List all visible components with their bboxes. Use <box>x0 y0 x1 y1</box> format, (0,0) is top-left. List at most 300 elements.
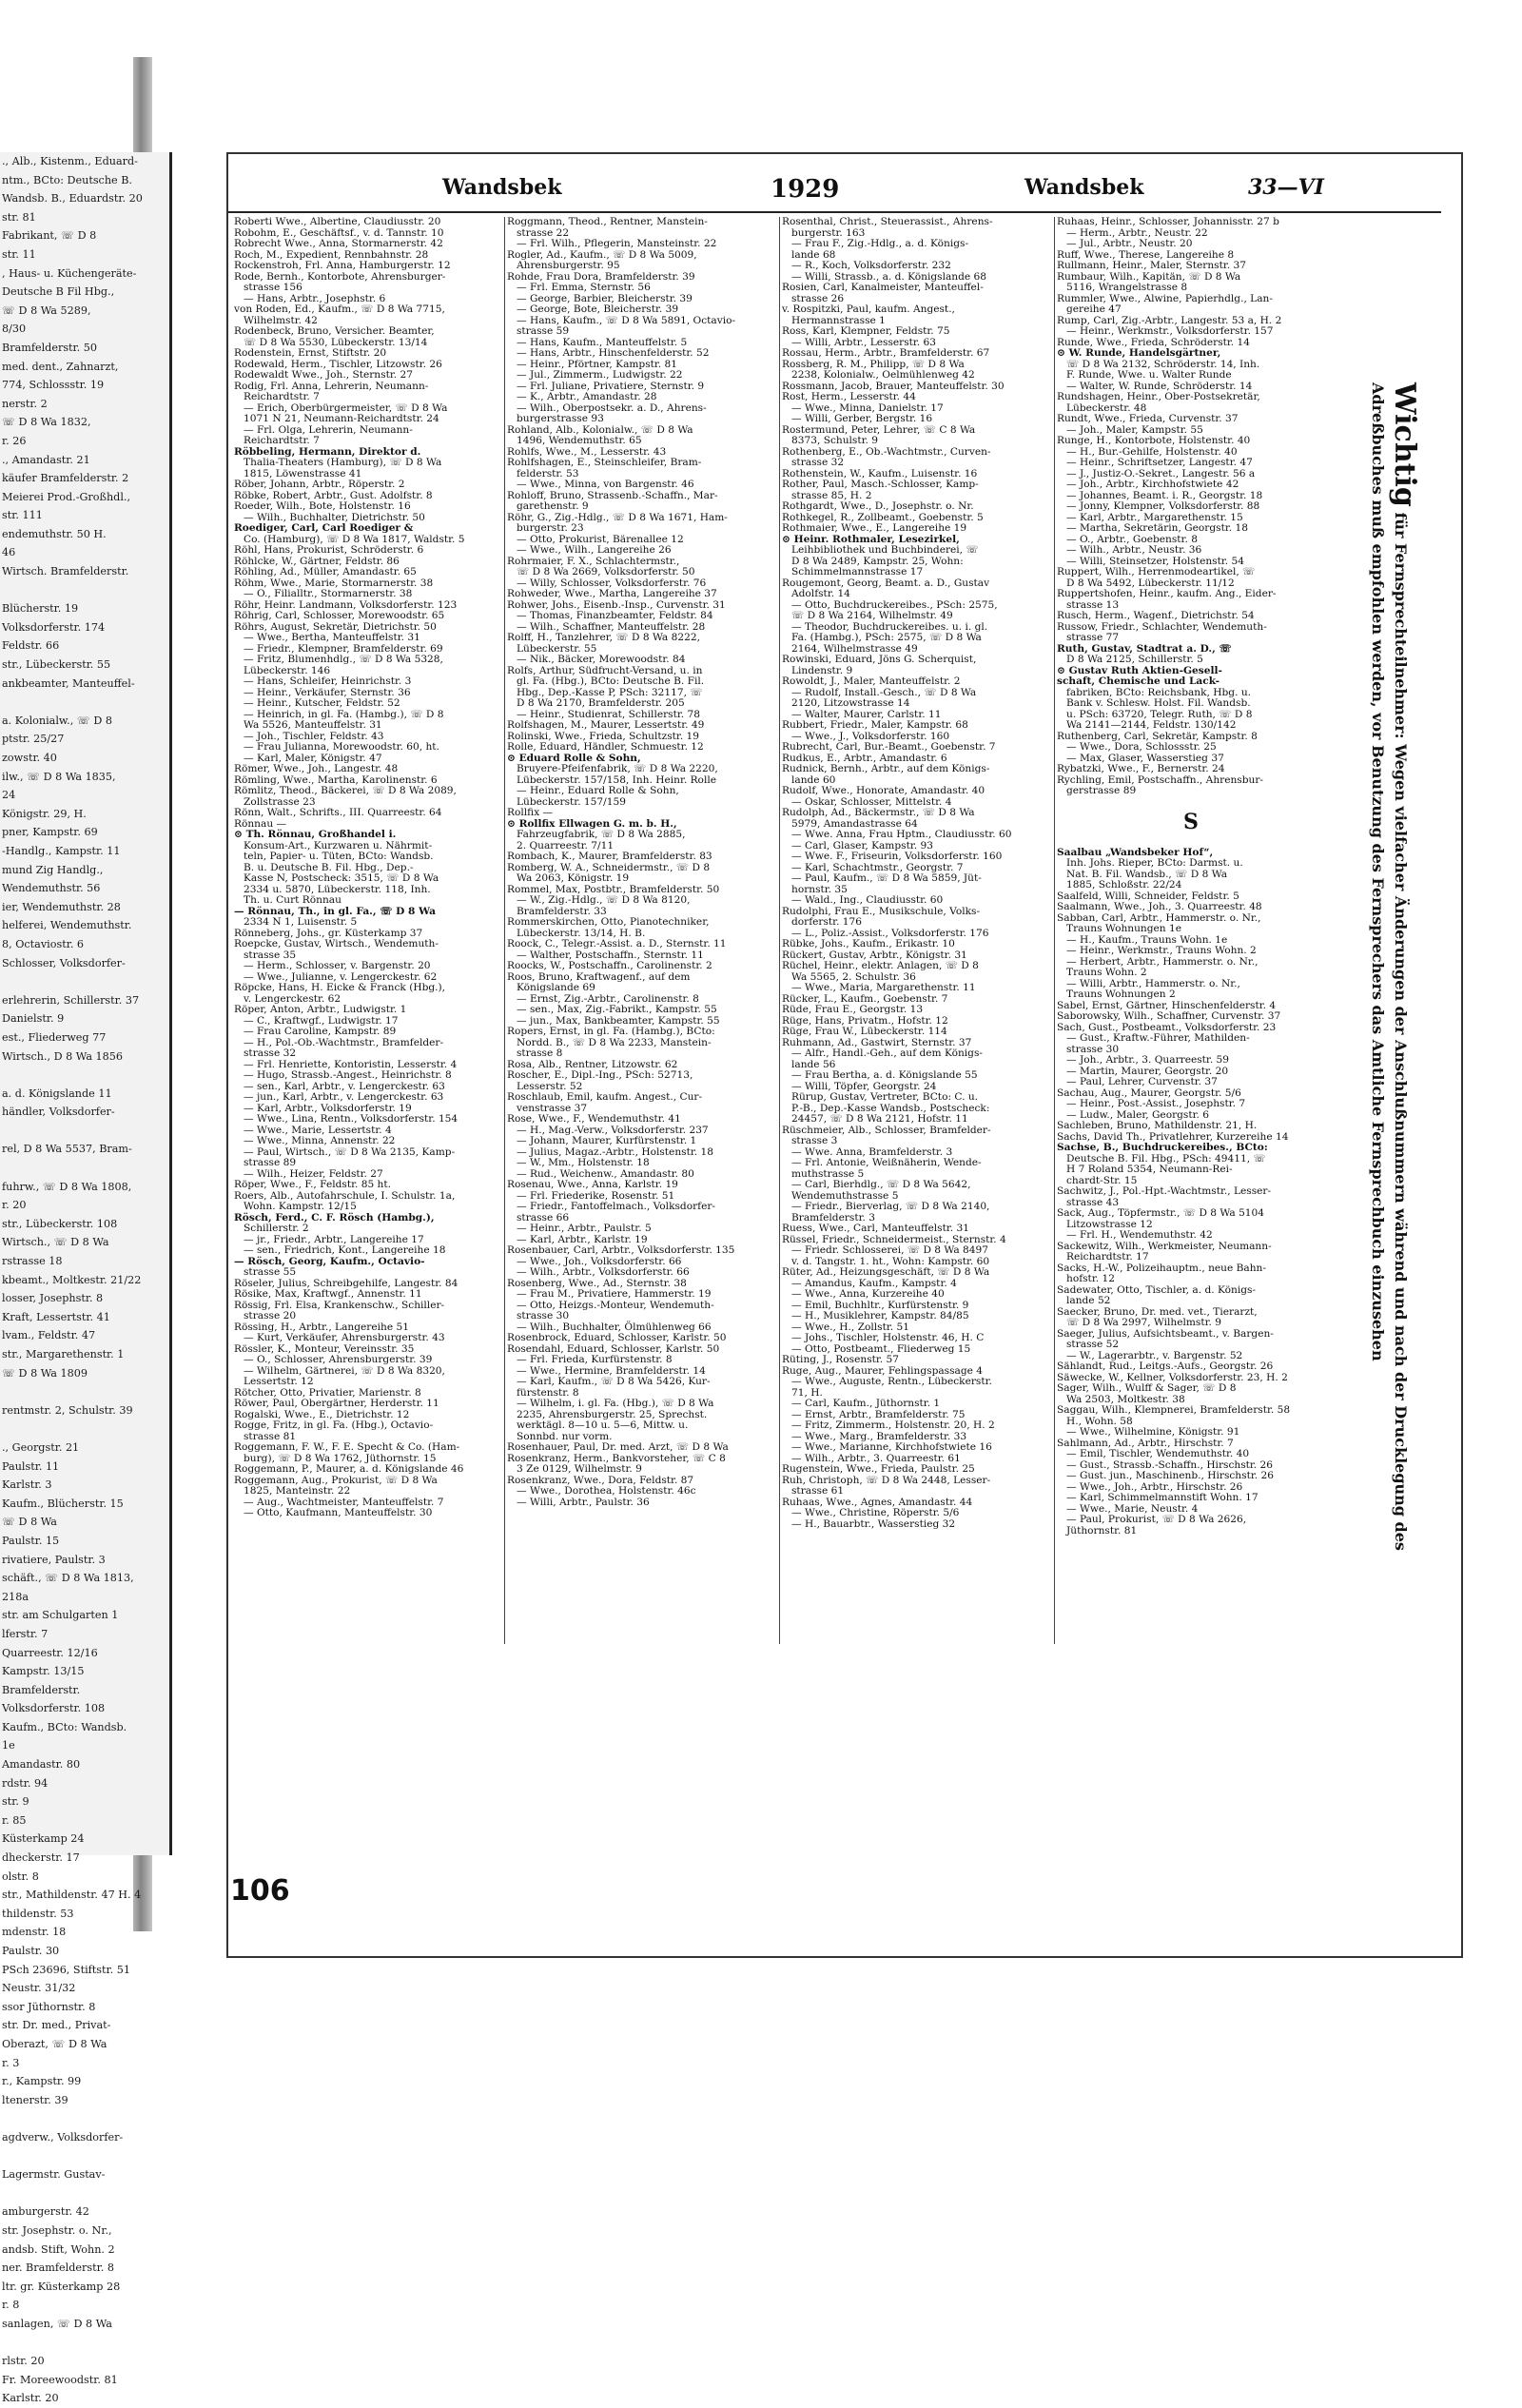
directory-entry-line: — Willi, Arbtr., Paulstr. 36 <box>517 1496 650 1508</box>
directory-entry-line: — Heinr., Werkmstr., Volksdorferstr. 157 <box>1066 325 1274 337</box>
directory-entry-line: D 8 Wa 2125, Schillerstr. 5 <box>1066 654 1203 665</box>
left-page-line: mund Zig Handlg., <box>2 863 104 876</box>
header-city-left: Wandsbek <box>442 175 562 200</box>
directory-entry-line: Rullmann, Heinr., Maler, Sternstr. 37 <box>1057 260 1246 271</box>
directory-entry-line: — Rönnau, Th., in gl. Fa., ☏ D 8 Wa <box>234 905 436 917</box>
directory-entry-line: — Wilh., Schaffner, Manteuffelstr. 28 <box>517 620 706 633</box>
left-page-line: losser, Josephstr. 8 <box>2 1292 104 1305</box>
directory-entry-line: Rostermund, Peter, Lehrer, ☏ C 8 Wa <box>782 423 976 436</box>
directory-entry-line: 1071 N 21, Neumann-Reichardtstr. 24 <box>244 413 439 424</box>
left-page-line: ssor Jüthornstr. 8 <box>2 2000 96 2013</box>
directory-entry-line: — Joh., Maler, Kampstr. 55 <box>1066 423 1203 436</box>
directory-entry-line: Ruge, Aug., Maurer, Fehlingspassage 4 <box>782 1364 984 1377</box>
directory-entry-line: venstrasse 37 <box>517 1102 588 1114</box>
left-page-line <box>0 2109 169 2128</box>
directory-entry-line: Rosien, Carl, Kanalmeister, Manteuffel- <box>782 282 984 293</box>
directory-entry-line: Ropers, Ernst, in gl. Fa. (Hambg.), BCto: <box>507 1026 715 1037</box>
directory-page <box>226 152 1463 1958</box>
directory-entry-line: — Wwe., H., Zollstr. 51 <box>791 1321 909 1333</box>
left-page-line: Quarreestr. 12/16 <box>2 1646 98 1659</box>
directory-entry-line: garethenstr. 9 <box>517 500 589 512</box>
left-page-line: lvam., Feldstr. 47 <box>2 1329 96 1342</box>
directory-entry-line: — Heinr., Post.-Assist., Josephstr. 7 <box>1066 1098 1246 1109</box>
left-page-line: r. 85 <box>2 1813 27 1827</box>
left-page-line: Paulstr. 15 <box>2 1534 60 1547</box>
directory-entry-line: 2235, Ahrensburgerstr. 25, Sprechst. <box>517 1408 708 1420</box>
directory-entry-line: — Karl, Maler, Königstr. 47 <box>244 752 382 764</box>
directory-entry-line: — Carl, Kaufm., Jüthornstr. 1 <box>791 1398 941 1409</box>
directory-entry-line: Deutsche B. Fil. Hbg., PSch: 49411, ☏ <box>1066 1152 1266 1165</box>
directory-entry-line: — Martin, Maurer, Georgstr. 20 <box>1066 1065 1229 1077</box>
left-page-line: str., Lübeckerstr. 108 <box>2 1217 118 1230</box>
directory-entry-line: — W., Mm., Holstenstr. 18 <box>517 1157 650 1168</box>
directory-entry-line: Rogge, Fritz, in gl. Fa. (Hbg.), Octavio- <box>234 1419 434 1431</box>
directory-entry-line: Bank v. Schlesw. Holst. Fil. Wandsb. <box>1066 697 1251 709</box>
directory-entry-line: Rohlfshagen, E., Steinschleifer, Bram- <box>507 457 702 468</box>
directory-entry-line: — Julius, Magaz.-Arbtr., Holstenstr. 18 <box>517 1145 713 1158</box>
directory-entry-line: Kasse N, Postscheck: 3515, ☏ D 8 Wa <box>244 872 439 884</box>
directory-entry-line: Saggau, Wilh., Klempnerei, Bramfelderstr. 58 <box>1057 1404 1291 1416</box>
directory-entry-line: Rudolphi, Frau E., Musikschule, Volks- <box>782 905 981 917</box>
left-page-line: rstrasse 18 <box>2 1255 63 1268</box>
directory-entry-line: Rönn, Walt., Schrifts., III. Quarreestr. 64 <box>234 807 442 818</box>
page-header <box>228 175 1465 213</box>
directory-entry-line: — O., Filialltr., Stormarnerstr. 38 <box>244 588 413 599</box>
left-page-line: est., Fliederweg 77 <box>2 1030 107 1044</box>
left-page-line: olstr. 8 <box>2 1870 39 1883</box>
directory-entry-line: strasse 35 <box>244 949 297 961</box>
left-page-line: pner, Kampstr. 69 <box>2 826 98 839</box>
directory-entry-line: — Ludw., Maler, Georgstr. 6 <box>1066 1108 1209 1121</box>
directory-entry-line: gerstrasse 89 <box>1066 785 1137 796</box>
directory-entry-line <box>1057 797 1325 809</box>
directory-column-2 <box>507 217 775 1644</box>
directory-entry-line: — Walter, W. Runde, Schröderstr. 14 <box>1066 380 1253 392</box>
directory-entry-line: gl. Fa. (Hbg.), BCto: Deutsche B. Fil. <box>517 675 705 687</box>
left-page-line <box>0 1066 169 1085</box>
directory-entry-line: Wa 2063, Königstr. 19 <box>517 872 630 884</box>
directory-entry-line: — Otto, Kaufmann, Manteuffelstr. 30 <box>244 1507 433 1518</box>
directory-entry-line: — Wwe., J., Volksdorferstr. 160 <box>791 730 950 742</box>
directory-entry-line: Konsum-Art., Kurzwaren u. Nährmit- <box>244 839 433 852</box>
directory-entry-line: — Wwe., Julianne, v. Lengerckestr. 62 <box>244 970 438 983</box>
directory-entry-line: Roschlaub, Emil, kaufm. Angest., Cur- <box>507 1091 703 1103</box>
directory-entry-line: — Joh., Arbtr., 3. Quarreestr. 59 <box>1066 1054 1230 1066</box>
directory-entry-line: Bruyere-Pfeifenfabrik, ☏ D 8 Wa 2220, <box>517 763 718 774</box>
directory-entry-line: Röper, Anton, Arbtr., Ludwigstr. 1 <box>234 1004 407 1015</box>
directory-entry-line: Rommerskirchen, Otto, Pianotechniker, <box>507 916 710 928</box>
directory-entry-line: Römer, Wwe., Joh., Langestr. 48 <box>234 763 399 774</box>
header-year: 1929 <box>771 175 840 204</box>
directory-entry-line: — Otto, Buchdruckereibes., PSch: 2575, <box>791 598 998 611</box>
directory-entry-line: B. u. Deutsche B. Fil. Hbg., Dep.- <box>244 861 414 873</box>
directory-entry-line: Rössig, Frl. Elsa, Krankenschw., Schiller- <box>234 1299 445 1311</box>
directory-entry-line: Roeder, Wilh., Bote, Holstenstr. 16 <box>234 500 411 512</box>
directory-entry-line: Rolle, Eduard, Händler, Schmuestr. 12 <box>507 741 704 753</box>
directory-entry-line: Rohrmaier, F. X., Schlachtermstr., <box>507 555 680 567</box>
left-page-line: 24 <box>2 789 16 802</box>
directory-entry-line: Rohwer, Johs., Eisenb.-Insp., Curvenstr. 31 <box>507 598 726 611</box>
left-page-line: Bramfelderstr. 50 <box>2 341 98 354</box>
directory-entry-line: — Hugo, Strassb.-Angest., Heinrichstr. 8 <box>244 1069 452 1081</box>
directory-entry-line: Wendemuthstrasse 5 <box>791 1189 899 1202</box>
directory-entry-line: 1825, Manteinstr. 22 <box>244 1485 351 1497</box>
left-page-line: str., Lübeckerstr. 55 <box>2 658 111 672</box>
directory-entry-line: Rumbaur, Wilh., Kapitän, ☏ D 8 Wa <box>1057 270 1241 283</box>
directory-entry-line: — H., Bur.-Gehilfe, Holstenstr. 40 <box>1066 445 1238 458</box>
left-page-line: ilw., ☏ D 8 Wa 1835, <box>2 770 116 783</box>
directory-entry-line: Romberg, W. A., Schneidermstr., ☏ D 8 <box>507 861 711 873</box>
directory-entry-line: — O., Arbtr., Goebenstr. 8 <box>1066 533 1198 545</box>
directory-entry-line: Sabban, Carl, Arbtr., Hammerstr. o. Nr., <box>1057 911 1261 924</box>
left-page-line: händler, Volksdorfer- <box>2 1106 115 1119</box>
directory-entry-line: 2334 u. 5870, Lübeckerstr. 118, Inh. <box>244 883 431 895</box>
directory-entry-line: ☏ D 8 Wa 2164, Wilhelmstr. 49 <box>791 610 953 621</box>
left-page-line: nerstr. 2 <box>2 397 48 410</box>
directory-entry-line: Römlitz, Theod., Bäckerei, ☏ D 8 Wa 2089, <box>234 785 457 796</box>
directory-entry-line: Fahrzeugfabrik, ☏ D 8 Wa 2885, <box>517 829 686 840</box>
directory-entry-line: Röseler, Julius, Schreibgehilfe, Langestr. 84 <box>234 1277 459 1289</box>
directory-entry-line: — Frl. Olga, Lehrerin, Neumann- <box>244 423 413 436</box>
left-page-line: Wirtsch., D 8 Wa 1856 <box>2 1049 124 1063</box>
directory-entry-line: burgerstr. 23 <box>517 522 584 534</box>
directory-entry-line: 1815, Löwenstrasse 41 <box>244 467 362 480</box>
directory-entry-line: fabriken, BCto: Reichsbank, Hbg. u. <box>1066 686 1252 698</box>
directory-entry-line: — Thomas, Finanzbeamter, Feldstr. 84 <box>517 610 713 621</box>
directory-entry-line: Co. (Hamburg), ☏ D 8 Wa 1817, Waldstr. 5 <box>244 533 465 545</box>
directory-entry-line: — Frl. Juliane, Privatiere, Sternstr. 9 <box>517 380 705 392</box>
left-page-line: Wirtsch. Bramfelderstr. <box>2 565 129 578</box>
directory-entry-line: Jüthornstr. 81 <box>1066 1524 1138 1537</box>
directory-entry-line: — Willi, Steinsetzer, Holstenstr. 54 <box>1066 555 1244 567</box>
directory-entry-line: Zollstrasse 23 <box>244 795 316 808</box>
directory-entry-line: Roggmann, Theod., Rentner, Manstein- <box>507 216 708 227</box>
directory-entry-line: Rundt, Wwe., Frieda, Curvenstr. 37 <box>1057 413 1239 424</box>
directory-entry-line: Rückert, Gustav, Arbtr., Königstr. 31 <box>782 949 967 961</box>
directory-entry-line: Sackewitz, Wilh., Werkmeister, Neumann- <box>1057 1240 1272 1252</box>
directory-entry-line: — Karl, Schachtmstr., Georgstr. 7 <box>791 861 964 873</box>
directory-entry-line: strasse 32 <box>791 457 845 468</box>
directory-entry-line: Adolfstr. 14 <box>791 588 850 599</box>
directory-entry-line: — W., Zig.-Hdlg., ☏ D 8 Wa 8120, <box>517 894 691 906</box>
left-page-line: ., Alb., Kistenm., Eduard- <box>2 155 138 167</box>
directory-entry-line: — Joh., Arbtr., Kirchhofstwiete 42 <box>1066 479 1239 490</box>
left-page-line: Feldstr. 66 <box>2 639 60 653</box>
directory-entry-line: Hbg., Dep.-Kasse P, PSch: 32117, ☏ <box>517 686 703 698</box>
directory-entry-line: strasse 8 <box>517 1047 563 1059</box>
left-page-line: str. 111 <box>2 509 43 522</box>
directory-entry-line: Inh. Johs. Rieper, BCto: Darmst. u. <box>1066 857 1243 869</box>
directory-entry-line: 8373, Schulstr. 9 <box>791 435 878 446</box>
directory-entry-line: — O., Schlosser, Ahrensburgerstr. 39 <box>244 1354 433 1365</box>
directory-entry-line: — Wwe., Wilhelmine, Königstr. 91 <box>1066 1426 1240 1438</box>
directory-entry-line: 24457, ☏ D 8 Wa 2121, Hofstr. 11 <box>791 1113 968 1125</box>
left-page-line: Oberazt, ☏ D 8 Wa <box>2 2037 107 2050</box>
directory-entry-line: lande 52 <box>1066 1295 1111 1306</box>
left-page-line: str., Margarethenstr. 1 <box>2 1348 125 1361</box>
directory-entry-line: Bramfelderstr. 33 <box>517 905 607 917</box>
directory-entry-line: schaft, Chemische und Lack- <box>1057 675 1220 687</box>
directory-entry-line: — K., Arbtr., Amandastr. 28 <box>517 391 657 402</box>
directory-entry-line: — jr., Friedr., Arbtr., Langereihe 17 <box>244 1233 424 1245</box>
left-page-line: ☏ D 8 Wa 5289, <box>2 303 91 317</box>
directory-entry-line: — Willi, Gerber, Bergstr. 16 <box>791 413 933 424</box>
left-page-line: fuhrw., ☏ D 8 Wa 1808, <box>2 1180 132 1193</box>
directory-entry-line: — Ernst, Zig.-Arbtr., Carolinenstr. 8 <box>517 992 699 1005</box>
directory-entry-line: Rohweder, Wwe., Martha, Langereihe 37 <box>507 588 717 599</box>
directory-entry-line: — H., Musiklehrer, Kampstr. 84/85 <box>791 1310 969 1321</box>
directory-entry-line: — Oskar, Schlosser, Mittelstr. 4 <box>791 795 952 808</box>
left-page-line: 8/30 <box>2 323 27 336</box>
directory-entry-line: — Wwe., Minna, von Bargenstr. 46 <box>517 479 694 490</box>
left-page-line <box>0 1382 169 1401</box>
left-page-line: ner. Bramfelderstr. 8 <box>2 2261 114 2275</box>
directory-entry-line: Rogler, Ad., Kaufm., ☏ D 8 Wa 5009, <box>507 248 697 261</box>
left-page-line: Volksdorferstr. 108 <box>2 1702 106 1715</box>
directory-entry-line: Rössing, H., Arbtr., Langereihe 51 <box>234 1321 409 1333</box>
directory-entry-line: Th. u. Curt Rönnau <box>244 894 341 906</box>
left-page-line: 218a <box>2 1590 29 1603</box>
directory-entry-line: Rundshagen, Heinr., Ober-Postsekretär, <box>1057 391 1260 402</box>
directory-entry-line: Sachs, David Th., Privatlehrer, Kurzereihe 14 <box>1057 1130 1289 1143</box>
left-page-line: Wandsb. B., Eduardstr. 20 <box>2 192 143 206</box>
directory-entry-line: — sen., Max, Zig.-Fabrikt., Kampstr. 55 <box>517 1004 717 1015</box>
directory-entry-line: — R., Koch, Volksdorferstr. 232 <box>791 260 951 271</box>
directory-entry-line: Reichardtstr. 17 <box>1066 1251 1149 1263</box>
directory-entry-line: 3 Ze 0129, Wilhelmstr. 9 <box>517 1463 642 1475</box>
directory-entry-line: Röhr, G., Zig.-Hdlg., ☏ D 8 Wa 1671, Ham- <box>507 511 728 523</box>
directory-entry-line: Rothkegel, R., Zollbeamt., Goebenstr. 5 <box>782 511 984 523</box>
directory-entry-line: Roock, C., Telegr.-Assist. a. D., Sternstr. 11 <box>507 938 727 949</box>
directory-entry-line: Wa 5565, 2. Schulstr. 36 <box>791 970 916 983</box>
directory-entry-line: Reichardtstr. 7 <box>244 435 320 446</box>
directory-entry-line: strasse 156 <box>244 282 302 293</box>
directory-entry-line: — Hans, Arbtr., Hinschenfelderstr. 52 <box>517 347 710 359</box>
directory-entry-line: Rudolph, Ad., Bäckermstr., ☏ D 8 Wa <box>782 807 975 818</box>
directory-entry-line: Römling, Wwe., Martha, Karolinenstr. 6 <box>234 773 438 786</box>
directory-entry-line: — Hans, Arbtr., Josephstr. 6 <box>244 292 386 304</box>
directory-entry-line: Sach, Gust., Postbeamt., Volksdorferstr. 23 <box>1057 1021 1277 1033</box>
directory-entry-line: — Jonny, Klempner, Volksdorferstr. 88 <box>1066 500 1260 512</box>
directory-entry-line: Rombach, K., Maurer, Bramfelderstr. 83 <box>507 851 712 862</box>
directory-entry-line: Rothmaier, Wwe., E., Langereihe 19 <box>782 522 967 534</box>
left-page-line: Deutsche B Fil Hbg., <box>2 285 115 299</box>
directory-entry-line: Rybatzki, Wwe., F., Bernerstr. 24 <box>1057 763 1225 774</box>
directory-entry-line: — Alfr., Handl.-Geh., auf dem Königs- <box>791 1047 983 1059</box>
directory-entry-line: — Otto, Postbeamt., Fliederweg 15 <box>791 1342 971 1355</box>
directory-entry-line: Leihbibliothek und Buchbinderei, ☏ <box>791 544 979 556</box>
left-page-line: Amandastr. 80 <box>2 1758 81 1772</box>
directory-entry-line: Rowoldt, J., Maler, Manteuffelstr. 2 <box>782 675 961 687</box>
directory-entry-line: strasse 85, H. 2 <box>791 489 872 501</box>
directory-entry-line: — Wwe., Anna, Kurzereihe 40 <box>791 1288 945 1300</box>
directory-entry-line: — Wilh., Buchhalter, Dietrichstr. 50 <box>244 511 425 523</box>
directory-entry-line: Saalfeld, Willi, Schneider, Feldstr. 5 <box>1057 890 1239 902</box>
directory-entry-line: — Frl. Frieda, Kurfürstenstr. 8 <box>517 1354 673 1365</box>
directory-entry-line: Lübeckerstr. 146 <box>244 664 331 676</box>
directory-entry-line: Lübeckerstr. 48 <box>1066 401 1147 414</box>
directory-entry-line: strasse 20 <box>244 1310 297 1321</box>
directory-entry-line: Rosenkranz, Wwe., Dora, Feldstr. 87 <box>507 1474 694 1486</box>
directory-entry-line: Rosenthal, Christ., Steuerassist., Ahrens- <box>782 216 993 227</box>
directory-entry-line: — Wwe., Marie, Lessertstr. 4 <box>244 1124 392 1136</box>
left-page-line: dheckerstr. 17 <box>2 1851 80 1865</box>
header-page-ref: 33—VI <box>1248 175 1324 200</box>
directory-entry-line: Rüge, Frau W., Lübeckerstr. 114 <box>782 1026 947 1037</box>
directory-entry-line: Rodig, Frl. Anna, Lehrerin, Neumann- <box>234 380 429 392</box>
directory-entry-line: — Herbert, Arbtr., Hammerstr. o. Nr., <box>1066 955 1259 968</box>
left-page-line: -Handlg., Kampstr. 11 <box>2 844 121 857</box>
directory-columns <box>234 217 1461 1644</box>
directory-entry-line: ⊙ Gustav Ruth Aktien-Gesell- <box>1057 664 1222 676</box>
directory-entry-line: Roggemann, Aug., Prokurist, ☏ D 8 Wa <box>234 1474 438 1486</box>
directory-entry-line: — Friedr., Klempner, Bramfelderstr. 69 <box>244 642 443 655</box>
left-page-line: amburgerstr. 42 <box>2 2205 89 2219</box>
directory-entry-line: — Herm., Schlosser, v. Bargenstr. 20 <box>244 960 431 971</box>
directory-entry-line: teln, Papier- u. Tüten, BCto: Wandsb. <box>244 851 434 862</box>
directory-entry-line: strasse 77 <box>1066 632 1120 643</box>
directory-column-3 <box>782 217 1050 1644</box>
directory-entry-line: Rost, Herm., Lesserstr. 44 <box>782 391 916 402</box>
directory-entry-line: Sachau, Aug., Maurer, Georgstr. 5/6 <box>1057 1087 1241 1099</box>
directory-entry-line: — Karl, Kaufm., ☏ D 8 Wa 5426, Kur- <box>517 1376 711 1387</box>
directory-entry-line: P.-B., Dep.-Kasse Wandsb., Postscheck: <box>791 1102 990 1114</box>
directory-entry-line: ⊙ Th. Rönnau, Großhandel i. <box>234 829 397 840</box>
directory-entry-line: — Martha, Sekretärin, Georgstr. 18 <box>1066 522 1248 534</box>
left-page-line: 774, Schlossstr. 19 <box>2 379 105 392</box>
directory-entry-line: — Otto, Prokurist, Bärenallee 12 <box>517 533 684 545</box>
directory-entry-line: — Wilh., Buchhalter, Ölmühlenweg 66 <box>517 1321 712 1333</box>
directory-entry-line: H., Wohn. 58 <box>1066 1415 1133 1427</box>
directory-entry-line: strasse 52 <box>1066 1339 1120 1350</box>
directory-entry-line: Trauns Wohnungen 2 <box>1066 989 1176 1000</box>
directory-entry-line: — sen., Karl, Arbtr., v. Lengerckestr. 63 <box>244 1080 445 1092</box>
directory-entry-line: — Wwe., Minna, Danielstr. 17 <box>791 401 944 414</box>
directory-entry-line: 5116, Wrangelstrasse 8 <box>1066 282 1188 293</box>
left-page-line: rel, D 8 Wa 5537, Bram- <box>2 1143 132 1156</box>
directory-entry-line: D 8 Wa 2489, Kampstr. 25, Wohn: <box>791 555 964 567</box>
directory-entry-line: strasse 30 <box>1066 1043 1120 1055</box>
directory-entry-line: ☏ D 8 Wa 2669, Volksdorferstr. 50 <box>517 566 695 578</box>
directory-entry-line: 5979, Amandastrasse 64 <box>791 817 918 830</box>
directory-entry-line: Röwer, Paul, Obergärtner, Herderstr. 11 <box>234 1398 439 1409</box>
directory-entry-line: — Heinr., Verkäufer, Sternstr. 36 <box>244 686 411 698</box>
directory-entry-line: chardt-Str. 15 <box>1066 1174 1138 1186</box>
directory-entry-line: — Karl, Arbtr., Margarethenstr. 15 <box>1066 511 1243 523</box>
directory-entry-line: Rodenstein, Ernst, Stiftstr. 20 <box>234 347 387 359</box>
directory-entry-line: Sadewater, Otto, Tischler, a. d. Königs- <box>1057 1283 1257 1296</box>
directory-entry-line: Litzowstrasse 12 <box>1066 1218 1153 1230</box>
left-page-line: 8, Octaviostr. 6 <box>2 937 85 950</box>
left-page-line: kbeamt., Moltkestr. 21/22 <box>2 1273 142 1286</box>
directory-entry-line: strasse 3 <box>791 1135 838 1146</box>
directory-entry-line: — C., Kraftwgf., Ludwigstr. 17 <box>244 1014 399 1027</box>
directory-entry-line: Röhrs, August, Sekretär, Dietrichstr. 50 <box>234 620 437 633</box>
left-page-line <box>0 972 169 991</box>
directory-entry-line: Sonnbd. nur vorm. <box>517 1430 613 1442</box>
directory-entry-line: Ruess, Wwe., Carl, Manteuffelstr. 31 <box>782 1223 969 1234</box>
directory-entry-line: Schimmelmannstrasse 17 <box>791 566 924 578</box>
directory-entry-line: — Paul, Wirtsch., ☏ D 8 Wa 2135, Kamp- <box>244 1145 456 1158</box>
directory-entry-line: Bramfelderstr. 3 <box>791 1211 875 1224</box>
directory-entry-line: Rothgardt, Wwe., D., Josephstr. o. Nr. <box>782 500 974 512</box>
directory-entry-line: Rothenberg, E., Ob.-Wachtmstr., Curven- <box>782 445 991 458</box>
left-page-line: schäft., ☏ D 8 Wa 1813, <box>2 1572 134 1585</box>
directory-entry-line: Robohm, E., Geschäftsf., v. d. Tannstr. 10 <box>234 226 444 239</box>
directory-entry-line: Rohloff, Bruno, Strassenb.-Schaffn., Mar- <box>507 489 718 501</box>
directory-entry-line: strasse 30 <box>517 1310 570 1321</box>
directory-entry-line: strasse 89 <box>244 1157 297 1168</box>
directory-entry-line: Rollfix — <box>507 807 554 818</box>
directory-entry-line: — Johannes, Beamt. i. R., Georgstr. 18 <box>1066 489 1263 501</box>
left-page-line: Volksdorferstr. 174 <box>2 620 106 634</box>
directory-entry-line: Lessertstr. 12 <box>244 1376 314 1387</box>
directory-entry-line: D 8 Wa 5492, Lübeckerstr. 11/12 <box>1066 577 1235 589</box>
directory-entry-line: Röhl, Hans, Prokurist, Schröderstr. 6 <box>234 544 424 556</box>
directory-entry-line: strasse 26 <box>791 292 845 304</box>
directory-entry-line: — Wwe., Joh., Volksdorferstr. 66 <box>517 1255 682 1267</box>
directory-entry-line: — Friedr. Schlosserei, ☏ D 8 Wa 8497 <box>791 1244 989 1256</box>
directory-entry-line: burg), ☏ D 8 Wa 1762, Jüthornstr. 15 <box>244 1452 437 1464</box>
directory-entry-line: gereihe 47 <box>1066 303 1122 315</box>
directory-entry-line: Rubbert, Friedr., Maler, Kampstr. 68 <box>782 719 968 731</box>
notice-heading: Wichtig <box>1388 382 1421 507</box>
directory-entry-line: hornstr. 35 <box>791 883 848 895</box>
directory-entry-line: — J., Justiz-O.-Sekret., Langestr. 56 a <box>1066 467 1256 480</box>
left-page-line: rentmstr. 2, Schulstr. 39 <box>2 1403 133 1417</box>
directory-entry-line: Rosenberg, Wwe., Ad., Sternstr. 38 <box>507 1277 687 1289</box>
directory-entry-line: Röhlcke, W., Gärtner, Feldstr. 86 <box>234 555 400 567</box>
directory-entry-line: — Paul, Prokurist, ☏ D 8 Wa 2626, <box>1066 1514 1247 1525</box>
directory-entry-line: Röhr, Heinr. Landmann, Volksdorferstr. 123 <box>234 598 458 611</box>
directory-entry-line: Wa 5526, Manteuffelstr. 31 <box>244 719 382 731</box>
directory-entry-line: 2164, Wilhelmstrasse 49 <box>791 642 918 655</box>
directory-entry-line: Rusch, Herm., Wagenf., Dietrichstr. 54 <box>1057 610 1255 621</box>
directory-entry-line: 2. Quarreestr. 7/11 <box>517 839 615 852</box>
directory-entry-line: Rockenstroh, Frl. Anna, Hamburgerstr. 12 <box>234 260 451 271</box>
directory-entry-line: Rürup, Gustav, Vertreter, BCto: C. u. <box>791 1091 979 1103</box>
directory-entry-line: v. Rospitzki, Paul, kaufm. Angest., <box>782 303 955 315</box>
directory-entry-line: — Wwe., Joh., Arbtr., Hirschstr. 26 <box>1066 1480 1243 1493</box>
directory-entry-line: — Willi, Strassb., a. d. Königslande 68 <box>791 270 987 283</box>
directory-entry-line: — Wwe. F., Friseurin, Volksdorferstr. 160 <box>791 851 1003 862</box>
left-page-line: Paulstr. 30 <box>2 1945 60 1957</box>
directory-entry-line: Rudkus, E., Arbtr., Amandastr. 6 <box>782 752 947 764</box>
left-page-line: Schlosser, Volksdorfer- <box>2 956 126 969</box>
left-page-line <box>0 2333 169 2352</box>
left-page-line: med. dent., Zahnarzt, <box>2 360 119 373</box>
directory-entry-line: — Heinr., Eduard Rolle & Sohn, <box>517 785 679 796</box>
left-page-line: str., Mathildenstr. 47 H. 4 <box>2 1889 142 1902</box>
directory-entry-line: Lindenstr. 9 <box>791 664 853 676</box>
left-page-line: Karlstr. 20 <box>2 2392 59 2405</box>
directory-entry-line: Sacks, H.-W., Polizeihauptm., neue Bahn- <box>1057 1262 1266 1274</box>
directory-entry-line: — jun., Max, Bankbeamter, Kampstr. 55 <box>517 1014 720 1027</box>
left-page-line <box>0 581 169 600</box>
directory-entry-line: 1885, Schloßstr. 22/24 <box>1066 879 1182 891</box>
left-page-line: Neustr. 31/32 <box>2 1982 76 1995</box>
left-page-line <box>0 2147 169 2166</box>
left-page-line: PSch 23696, Stiftstr. 51 <box>2 1963 130 1976</box>
directory-entry-line: lande 60 <box>791 773 836 786</box>
directory-entry-line: von Roden, Ed., Kaufm., ☏ D 8 Wa 7715, <box>234 303 445 315</box>
directory-entry-line: Wa 2141—2144, Feldstr. 130/142 <box>1066 719 1237 731</box>
directory-entry-line: Rossberg, R. M., Philipp, ☏ D 8 Wa <box>782 358 965 370</box>
directory-entry-line: — Wilh., Heizer, Feldstr. 27 <box>244 1167 383 1180</box>
directory-entry-line: — Frl. Wilh., Pflegerin, Mansteinstr. 22 <box>517 238 717 249</box>
left-page-line: r. 8 <box>2 2299 20 2312</box>
directory-entry-line: Schillerstr. 2 <box>244 1223 309 1234</box>
